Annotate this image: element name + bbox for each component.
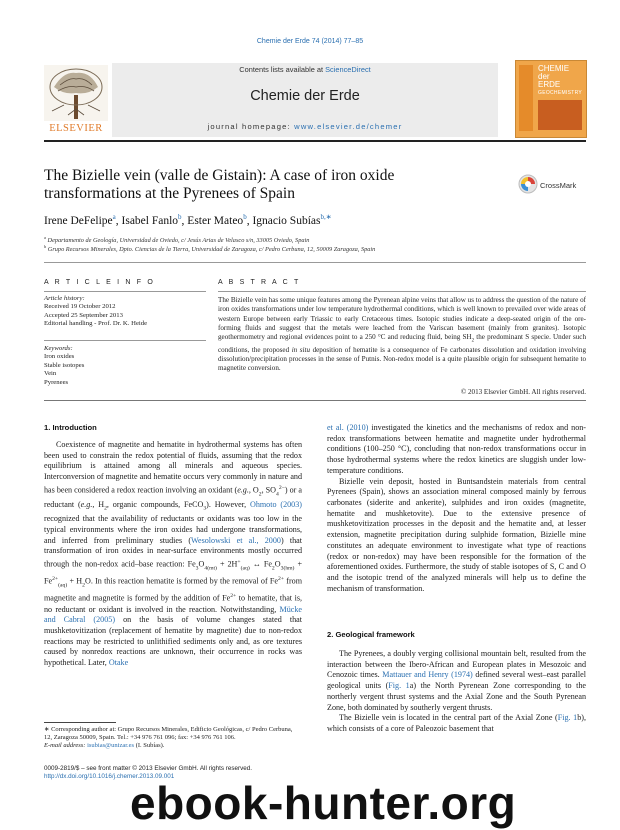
affiliation-text: Departamento de Geología, Universidad de Oviedo, c/ Jesús Arias de Velasco s/n, 33005 Oviedo, Spain: [47, 237, 310, 245]
cover-title-3: ERDE: [538, 80, 561, 89]
cover-title: [538, 65, 569, 89]
crossmark-icon: [518, 174, 538, 194]
text-run: O. In this reaction hematite is formed by the removal of Fe: [84, 576, 278, 586]
text-run: , H: [92, 499, 105, 509]
text-run: The Bizielle vein is located in the central part of the Axial Zone (: [339, 713, 558, 723]
abstract-text: [218, 296, 586, 374]
right-column-text: [327, 423, 586, 595]
abstract-sub: 2: [471, 338, 475, 344]
text-run: investigated the kinetics and the mechanisms of redox and non-redox transformations between hematite and magnetite under hydrothermal conditions (100–250 °C), concluding that non-redox transformations occur in those hydrothermal systems where the redox kinetics are sluggish under low-temperature conditions.: [327, 423, 586, 475]
contents-prefix: Contents lists available at: [239, 65, 326, 74]
text-run: ) or a reductant (: [44, 485, 302, 509]
author-sup[interactable]: b: [178, 213, 182, 221]
history-item: Received 19 October 2012: [44, 303, 116, 311]
abstract-part: deposition of hematite is a consequence of Fe carbonates dissolution and oxidation involving dissolution/precipitation processes in the sense of Putnis. Non-redox model is a quite plausible origin for subsequent hematite to magnetite conversion.: [218, 345, 586, 373]
journal-cover-thumbnail: [515, 60, 587, 138]
cover-subtitle: GEOCHEMISTRY: [538, 90, 583, 96]
abstract-bottom-rule: [44, 400, 586, 401]
reference-link[interactable]: Ohmoto (2003): [249, 499, 302, 509]
abstract-label: A B S T R A C T: [218, 279, 301, 286]
text-run: Bizielle vein deposit, hosted in Buntsandstein materials from central Pyrenees (Spain), shows an association mineral composed mainly by ferrous carbonates (siderite and ankerite), sulphides and iron oxides (magnetite, hematite and mushketovite). Due to the extensive presence of mushketovitization processes in the deposit and the hematite and, at lesser extension, magnetite precipitation during sulphide formation, Bizielle mine constitutes an adequate environment to investigate what type of reactions (redox or non-redox) may have been responsible for the formation of the aforementioned oxides. Furthermore, the study of stable isotopes of S, C and O and the isotopic trend of the analyzed minerals will help us to define the mechanism of transformation.: [327, 476, 586, 593]
elsevier-wordmark: ELSEVIER: [49, 123, 103, 134]
author-sup[interactable]: b: [243, 213, 247, 221]
affiliation-sup: a: [44, 235, 46, 240]
introduction-paragraph: Coexistence of magnetite and hematite in hydrothermal systems has often been used to constrain the redox potential of fluids, assuming that the redox equilibrium is attained among all minerals and aqueous species. Interconversion of magnetite and hematite occurs very commonly in nature and has been considered a redox reaction involving an oxidant (e.g., $O_2$, $SO_4^{2-}$) or a reductant (e.g., $H_2$, organic compounds, FeCO$_3$). However, Ohmoto (2003) recognized that the availability of reductants or oxidants was too low in the typical environments where the iron oxides had undergone transformations, and inferred from preliminary studies (Wesolowski et al., 2000) that transformation of iron oxides in near-surface environments mostly occurred through the non-redox acid–base reaction: $Fe_3O_{4(mt)} + 2H^+_{(aq)}$ ↔ $Fe_2O_{3(hm)} + Fe^{2+}_{(aq)} + H_2O$. In this reaction hematite is formed by the removal of $Fe^{2+}$ from magnetite and magnetite is formed by the addition of $Fe^{2+}$ to hematite, that is, no reductant or oxidant is involved in the reaction. Notwithstanding, Mücke and Cabral (2005) on the basis of volume changes stated that mushketovitization (replacement of hematite by magnetite) due to non-redox reactions may be restricted to unlithified sediments only and, as ore textures caused by nonredox reactions are unknown, their occurrence in rocks was hypothetical. Later, Otake: [44, 440, 303, 668]
crossmark-label: CrossMark: [540, 181, 577, 190]
author-list: Irene DeFelipe$^a$, Isabel Fanlo$^b$, Ester Mateo$^b$, Ignacio Subías$^{b,∗}$: [44, 213, 332, 227]
text-run: + H: [67, 576, 83, 586]
author-name: Isabel Fanlo: [121, 214, 179, 227]
text-run: , O: [248, 485, 259, 495]
text-run: + 2H: [216, 559, 238, 569]
contents-line: [112, 65, 498, 74]
keyword: Iron oxides: [44, 353, 75, 361]
text-run: , organic compounds, FeCO: [106, 499, 204, 509]
text-run: O: [198, 559, 205, 569]
doi-link[interactable]: http://dx.doi.org/10.1016/j.chemer.2013.09.001: [44, 773, 175, 780]
keywords-rule: [44, 340, 206, 341]
affiliation-text: Grupo Recursos Minerales, Dpto. Ciencias de la Tierra, Universidad de Zaragoza, c/ Pedro Cerbuna, 12, 50009 Zaragoza, Spain: [47, 246, 376, 254]
footnote-rule: [44, 722, 116, 723]
geological-framework-text: [327, 649, 586, 735]
keyword: Pyrenees: [44, 378, 69, 386]
abstract-part: the predominant S specie. Under such conditions, the proposed: [218, 333, 586, 354]
reference-link[interactable]: Mücke and Cabral (2005): [44, 604, 302, 625]
keywords-label: Keywords:: [44, 345, 73, 352]
abstract-copyright: © 2013 Elsevier GmbH. All rights reserved.: [460, 388, 586, 396]
text-run: O: [274, 559, 281, 569]
author-sup[interactable]: a: [112, 213, 116, 221]
article-title: The Bizielle vein (valle de Gistain): A case of iron oxide transformations at the Pyrenees of Spain: [44, 167, 395, 202]
text-italic: e.g.: [237, 485, 249, 495]
author-name: Irene DeFelipe: [44, 214, 113, 227]
affiliation-sup: b: [44, 244, 47, 249]
sciencedirect-link[interactable]: ScienceDirect: [325, 65, 371, 74]
reference-link[interactable]: Mattauer and Henry (1974): [382, 670, 473, 680]
text-run: to hematite, that is, no reductant or oxidant is involved in the reaction. Notwithstanding,: [44, 593, 302, 614]
text-run: The Pyrenees, a doubly verging collisional mountain belt, resulted from the interaction between the Ibero-African and European plates in Mesozoic and Cenozoic times.: [327, 649, 586, 680]
author-name: Ignacio Subías: [252, 214, 321, 227]
abstract-rule: [218, 291, 586, 292]
email-label: E-mail address:: [44, 742, 88, 750]
affiliation-b: [44, 244, 375, 253]
text-run: ). However,: [206, 499, 250, 509]
section-heading-introduction: 1. Introduction: [44, 423, 97, 432]
text-run: ) that transformation of iron oxides in near-surface environments mostly occurred through the non-redox acid–base reaction: Fe: [44, 535, 302, 569]
text-run: from magnetite and magnetite is formed by the addition of Fe: [44, 576, 302, 603]
affiliation-rule: [44, 262, 586, 263]
cover-image: [538, 100, 582, 130]
author-name: Ester Mateo: [187, 214, 244, 227]
figure-link[interactable]: Fig. 1: [557, 713, 578, 723]
abstract-part: The Bizielle vein has some unique features among the Pyrenean alpine veins that allow us to address the question of the nature of iron oxides transformations under low temperature hydrothermal conditions, which is well known to prevailed over wide areas of western Europe between early Triassic to early Cretaceous times. Isotopic studies indicate a deep-seated origin of the ore-forming fluids and suggest that the metals were leached from the Variscan basement (mainly from granites). Isotopic geothermometry and regional evidences point to a 250 °C and reducing fluid, being SH: [218, 296, 586, 342]
cover-title-1: CHEMIE: [538, 64, 570, 73]
reference-link[interactable]: Otake: [108, 658, 129, 668]
figure-link[interactable]: Fig. 1: [388, 681, 410, 691]
cover-title-2: der: [538, 72, 550, 81]
issn-text: 0009-2819/$ – see front matter © 2013 Elsevier GmbH. All rights reserved.: [44, 765, 252, 772]
history-item: Accepted 25 September 2013: [44, 311, 123, 319]
text-italic: e.g.: [80, 499, 93, 509]
corresponding-author-footnote: [44, 726, 302, 751]
email-suffix: (I. Subías).: [134, 742, 165, 750]
text-run: + Fe: [44, 559, 303, 586]
homepage-prefix: journal homepage:: [207, 122, 295, 131]
abstract-italic: in situ: [291, 345, 311, 354]
article-info-label: A R T I C L E I N F O: [44, 279, 156, 286]
text-run: recognized that the availability of reductants or oxidants was too low in the typical environments where the iron oxides had undergone transformations, and inferred from preliminary studies (: [44, 514, 302, 545]
affiliation-a: [44, 235, 309, 244]
header-rule: [44, 140, 586, 142]
cover-strip: [519, 65, 533, 131]
reference-link[interactable]: et al. (2010): [327, 423, 369, 432]
article-history: [44, 295, 209, 329]
keyword: Stable isotopes: [44, 361, 85, 369]
homepage-link[interactable]: www.elsevier.de/chemer: [294, 122, 403, 131]
history-item: Editorial handling - Prof. Dr. K. Heide: [44, 320, 148, 328]
journal-name: Chemie der Erde: [250, 88, 360, 104]
article-info-rule: [44, 291, 206, 292]
text-run: ↔ Fe: [249, 559, 272, 569]
section-heading-geological-framework: 2. Geological framework: [327, 630, 415, 639]
history-label: Article history:: [44, 295, 85, 302]
author-sup[interactable]: b,∗: [320, 213, 332, 221]
journal-homepage: [112, 122, 498, 131]
keyword: Vein: [44, 370, 57, 378]
reference-link[interactable]: Wesolowski et al., 2000: [191, 535, 281, 545]
text-run: , SO: [261, 485, 277, 495]
email-link[interactable]: isubias@unizar.es: [87, 742, 135, 750]
text-run: defined several west–east parallel geological units (: [327, 670, 586, 691]
keywords-block: [44, 345, 209, 387]
text-run: on the basis of volume changes stated that mushketovitization (replacement of hematite by magnetite) due to non-redox reactions may be restricted to unlithified sediments only and, as ore textures caused by nonredox reactions are unknown, their occurrence in rocks was hypothetical. Later,: [44, 615, 302, 668]
text-run: b), which consists of a core of Paleozoic basement that: [327, 713, 586, 734]
footnote-text: ∗ Corresponding author at: Grupo Recursos Minerales, Edificio Geológicas, c/ Pedro Cerbuna, 12, Zaragoza 50009, Spain. Tel.: +34 976 761 096; fax: +34 976 761 106.: [44, 726, 293, 742]
text-run: a) the North Pyrenean Zone corresponding to the northerly vergent thrust systems and the Axial Zone and the South Pyrenean Zone, both dominated by southerly vergent thrusts.: [327, 681, 586, 712]
watermark: ebook-hunter.org: [130, 777, 517, 829]
journal-citation: Chemie der Erde 74 (2014) 77–85: [256, 38, 364, 45]
text-run: Coexistence of magnetite and hematite in hydrothermal systems has often been used to constrain the redox potential of fluids, assuming that the redox equilibrium is attained among all minerals and aqueous species. Interconversion of magnetite and hematite occurs very commonly in nature and has been considered a redox reaction involving an oxidant (: [44, 440, 302, 495]
